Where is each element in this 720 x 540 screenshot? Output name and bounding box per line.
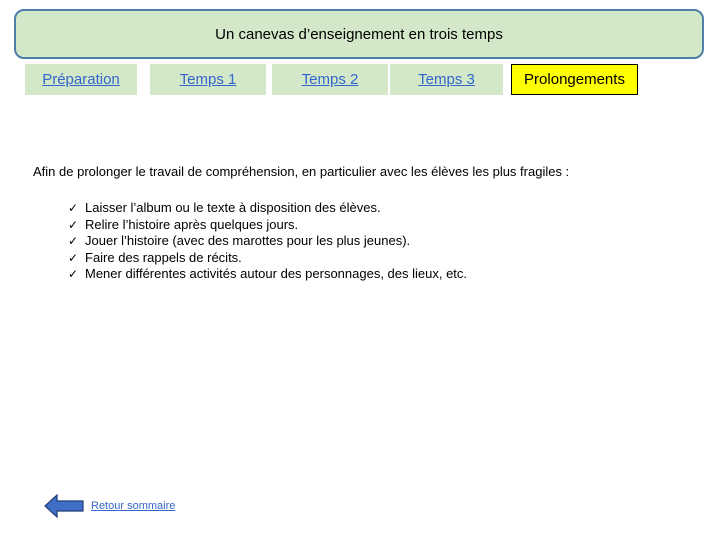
checkmark-icon: ✓ (68, 201, 79, 215)
list-item-text: Relire l’histoire après quelques jours. (85, 216, 299, 232)
tab-temps-2[interactable]: Temps 2 (272, 64, 388, 95)
back-to-summary-link[interactable]: Retour sommaire (91, 500, 176, 512)
tab-prolongements[interactable]: Prolongements (511, 64, 638, 95)
page-title-banner (14, 9, 704, 59)
intro-text: Afin de prolonger le travail de compréhension, en particulier avec les élèves les plus fragiles : (33, 164, 570, 179)
list-item-text: Laisser l’album ou le texte à disposition des élèves. (85, 200, 381, 215)
list-item (68, 233, 467, 250)
checkmark-icon: ✓ (68, 250, 79, 265)
list-item (68, 266, 467, 283)
page-title: Un canevas d’enseignement en trois temps (215, 25, 503, 43)
tab-temps-3[interactable]: Temps 3 (390, 64, 503, 95)
activity-list (68, 200, 467, 283)
list-item (68, 217, 467, 234)
list-item-text: Faire des rappels de récits. (85, 249, 242, 265)
list-item-text: Mener différentes activités autour des personnages, des lieux, etc. (85, 266, 468, 281)
list-item-text: Jouer l’histoire (avec des marottes pour les plus jeunes). (85, 233, 411, 248)
checkmark-icon: ✓ (68, 217, 79, 232)
checkmark-icon: ✓ (68, 267, 79, 281)
tab-temps-1[interactable]: Temps 1 (150, 64, 266, 95)
checkmark-icon: ✓ (68, 234, 79, 248)
back-arrow-icon[interactable] (44, 494, 84, 518)
list-item (68, 250, 467, 267)
list-item (68, 200, 467, 217)
tab-preparation[interactable]: Préparation (25, 64, 137, 95)
